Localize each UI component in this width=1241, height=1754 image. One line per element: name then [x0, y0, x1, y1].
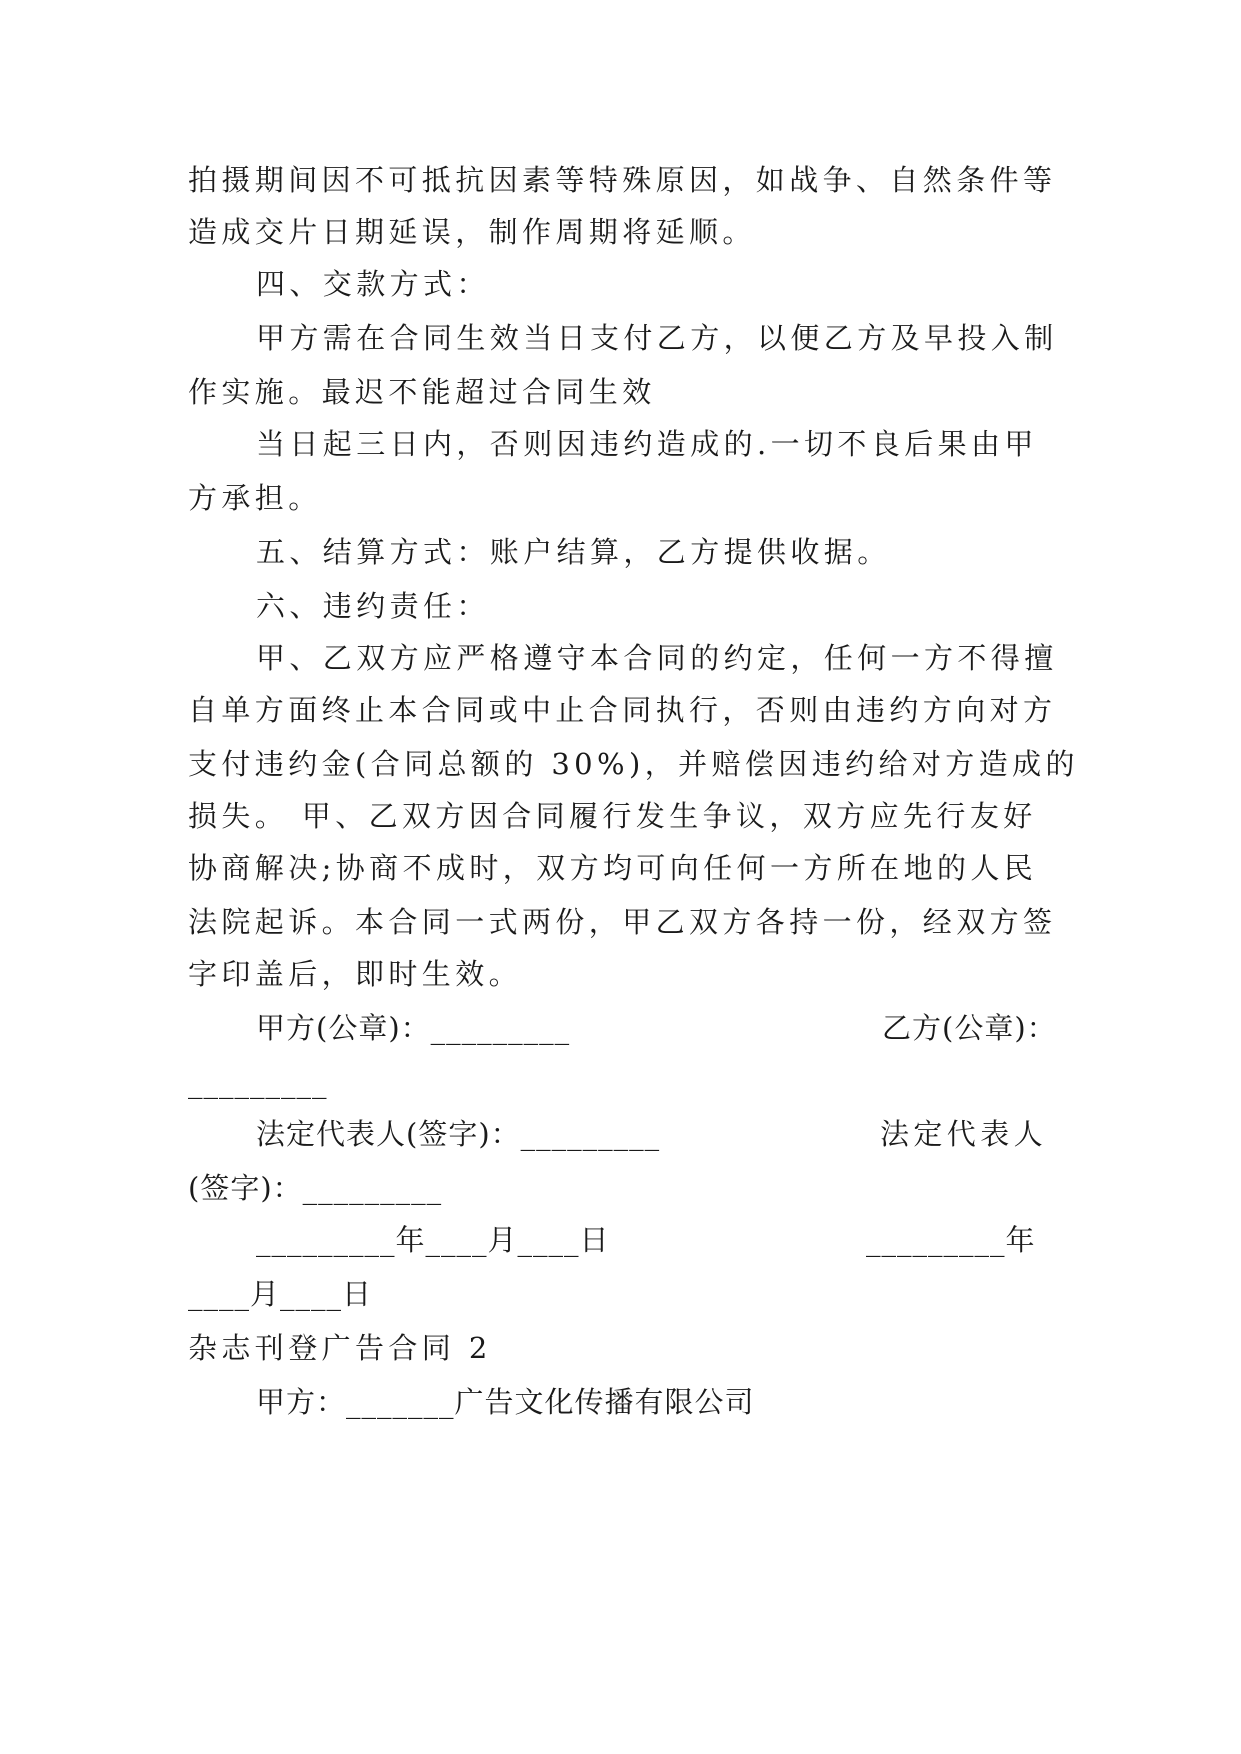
section-4-line-1: 甲方需在合同生效当日支付乙方，以便乙方及早投入制 [256, 321, 1058, 355]
party-b-date-month-day: ____月____日 [188, 1277, 373, 1311]
section-4-line-2: 作实施。最迟不能超过合同生效 [188, 375, 656, 409]
section-4-heading: 四、交款方式： [256, 267, 490, 301]
paragraph-force-majeure-line-2: 造成交片日期延误，制作周期将延顺。 [188, 215, 756, 249]
party-b-representative-label: 法定代表人 [880, 1117, 1048, 1151]
next-contract-party-a: 甲方：_______广告文化传播有限公司 [256, 1385, 755, 1419]
section-6-heading: 六、违约责任： [256, 589, 490, 623]
section-6-line-6: 法院起诉。本合同一式两份，甲乙双方各持一份，经双方签 [188, 905, 1057, 939]
section-6-line-2: 自单方面终止本合同或中止合同执行，否则由违约方向对方 [188, 693, 1057, 727]
party-a-representative-field: 法定代表人(签字)：_________ [256, 1117, 661, 1151]
next-contract-title: 杂志刊登广告合同 2 [188, 1331, 492, 1365]
section-4-line-3: 当日起三日内，否则因违约造成的.一切不良后果由甲 [256, 427, 1038, 461]
section-6-line-7: 字印盖后，即时生效。 [188, 957, 523, 991]
party-b-representative-blank: (签字)：_________ [188, 1171, 443, 1205]
party-b-seal-blank: _________ [188, 1065, 328, 1099]
section-4-line-4: 方承担。 [188, 481, 322, 515]
party-b-seal-label: 乙方(公章)： [882, 1011, 1057, 1045]
paragraph-force-majeure-line-1: 拍摄期间因不可抵抗因素等特殊原因，如战争、自然条件等 [188, 163, 1057, 197]
party-a-date-field: _________年____月____日 [256, 1223, 610, 1257]
section-5-text: 五、结算方式：账户结算，乙方提供收据。 [256, 535, 891, 569]
section-6-line-3: 支付违约金(合同总额的 30%)，并赔偿因违约给对方造成的 [188, 747, 1079, 781]
section-6-line-4: 损失。 甲、乙双方因合同履行发生争议，双方应先行友好 [188, 799, 1037, 833]
party-b-date-year: _________年 [866, 1223, 1036, 1257]
section-6-line-5: 协商解决;协商不成时，双方均可向任何一方所在地的人民 [188, 851, 1038, 885]
section-6-line-1: 甲、乙双方应严格遵守本合同的约定，任何一方不得擅 [256, 641, 1058, 675]
party-a-seal-field: 甲方(公章)：_________ [256, 1011, 571, 1045]
